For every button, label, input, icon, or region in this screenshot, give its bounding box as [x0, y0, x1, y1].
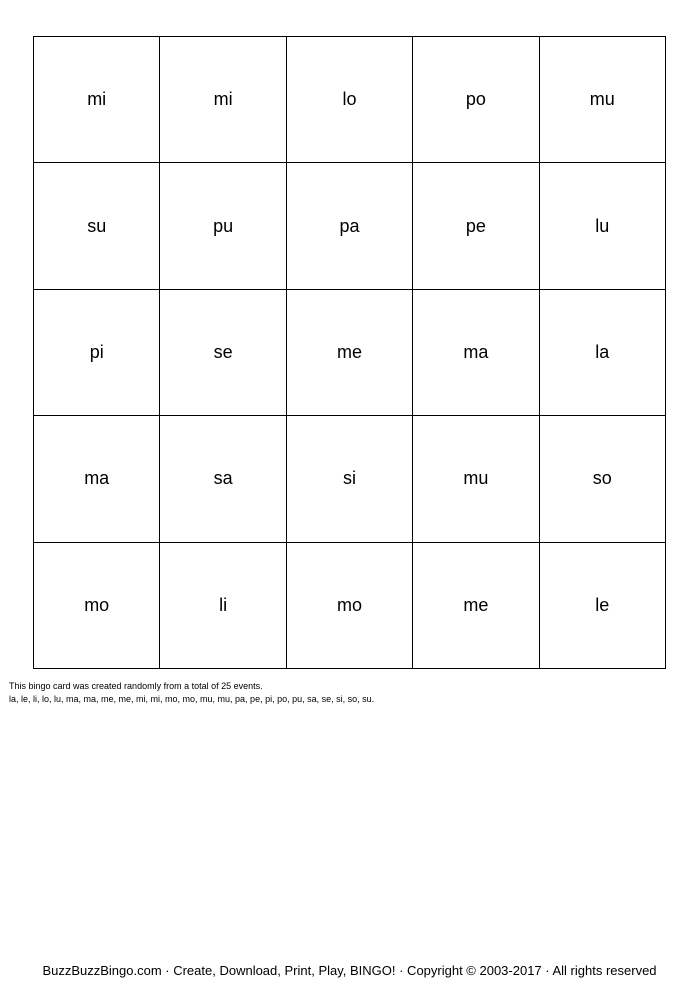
page-footer: BuzzBuzzBingo.com · Create, Download, Print, Play, BINGO! · Copyright © 2003-2017 · All rights reserved — [42, 963, 657, 978]
bingo-cell: se — [160, 290, 286, 416]
bingo-cell: ma — [34, 416, 160, 542]
bingo-cell: la — [540, 290, 666, 416]
bingo-cell: mu — [540, 37, 666, 163]
bingo-cell: su — [34, 163, 160, 289]
bingo-cell: lo — [287, 37, 413, 163]
bingo-cell: ma — [413, 290, 539, 416]
bingo-cell: po — [413, 37, 539, 163]
bingo-cell: le — [540, 543, 666, 669]
bingo-cell: mi — [34, 37, 160, 163]
bingo-cell: mi — [160, 37, 286, 163]
bingo-cell: pe — [413, 163, 539, 289]
bingo-cell: pi — [34, 290, 160, 416]
bingo-cell: me — [287, 290, 413, 416]
bingo-cell: li — [160, 543, 286, 669]
bingo-cell: mo — [34, 543, 160, 669]
bingo-cell: mo — [287, 543, 413, 669]
bingo-cell: pa — [287, 163, 413, 289]
bingo-cell: me — [413, 543, 539, 669]
bingo-cell: so — [540, 416, 666, 542]
bingo-cell: sa — [160, 416, 286, 542]
bingo-card-grid — [33, 36, 666, 669]
bingo-cell: si — [287, 416, 413, 542]
bingo-cell: pu — [160, 163, 286, 289]
event-list: la, le, li, lo, lu, ma, ma, me, me, mi, mi, mo, mo, mu, mu, pa, pe, pi, po, pu, sa, se, si, so, su. — [9, 694, 375, 704]
card-generation-note: This bingo card was created randomly from a total of 25 events. — [9, 681, 263, 691]
bingo-cell: mu — [413, 416, 539, 542]
bingo-cell: lu — [540, 163, 666, 289]
